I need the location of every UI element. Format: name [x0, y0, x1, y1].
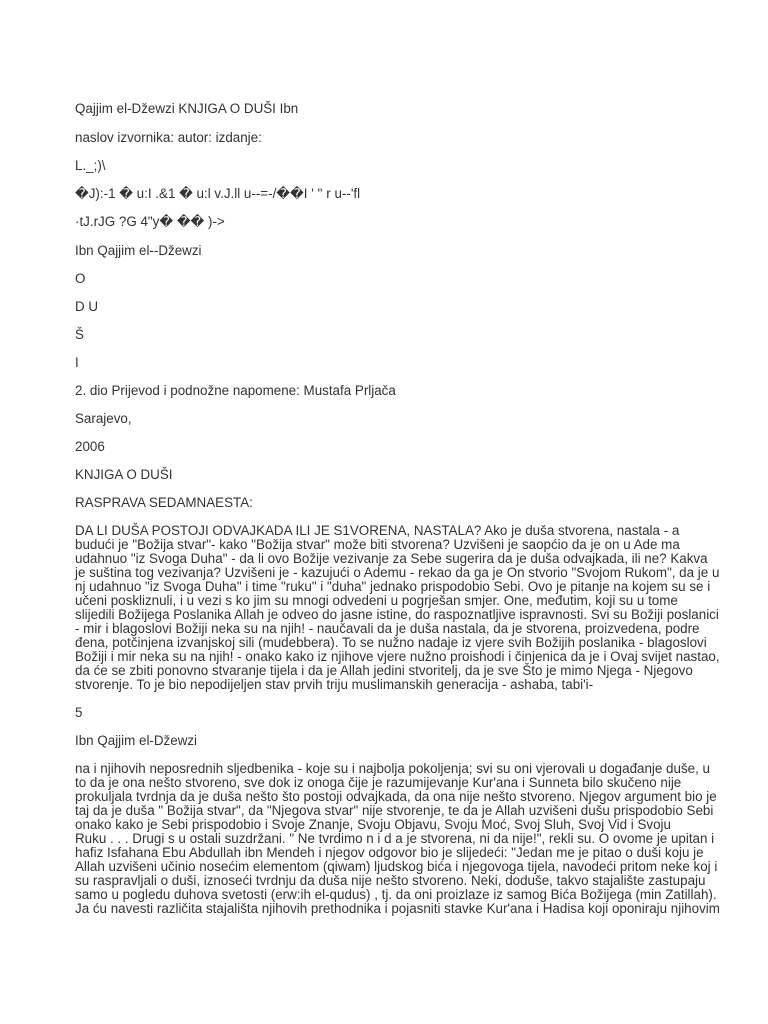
- naslov-line: naslov izvornika: autor: izdanje:: [75, 130, 262, 145]
- paragraph-line: slijedili Božijega Poslanika Allah je odveo do jasne istine, do raspoznatljive ispravnosti. Svi su Božiji poslanici: [75, 607, 719, 622]
- title-line: Qajjim el-Džewzi KNJIGA O DUŠI Ibn: [75, 101, 299, 116]
- vertical-letter: D U: [75, 299, 99, 314]
- paragraph-line: da će se zbiti ponovno stvaranje tijela i da je Allah jedini stvoritelj, da je sve Što je mimo Njega - Njegovo: [75, 663, 693, 678]
- year-line: 2006: [75, 439, 105, 454]
- paragraph-line: Allah uzvišeni učinio nosećim elementom (qiwam) ljudskog bića i njegovoga tijela, navodeći pritom neke koj i: [75, 859, 718, 874]
- paragraph-line: Božiji i mir neka su na njih! - onako kako iz njihove vjere nužno proishodi i činjenica da je i Ovaj svijet nastao,: [75, 649, 720, 664]
- paragraph-line: - mir i blagoslovi Božiji neka su na njih! - naučavali da je duša nastala, da je stvorena, proizvedena, podre: [75, 621, 700, 636]
- paragraph-line: je suština tog vezivanja? Uzvišeni je - kazujući o Ademu - rekao da ga je On stvorio "Svojom Rukom", da je u: [75, 565, 720, 580]
- translation-line: 2. dio Prijevod i podnožne napomene: Mustafa Prljača: [75, 383, 396, 398]
- book-title: KNJIGA O DUŠI: [75, 467, 173, 482]
- vertical-letter: Š: [75, 327, 84, 342]
- paragraph-line: prokuljala tvrdnja da je duša nešto što postoji odvajkada, da ona nije nešto stvoreno. Njegov argument bio je: [75, 789, 717, 804]
- paragraph-line: na i njihovih neposrednih sljedbenika - koje su i najbolja pokoljenja; svi su oni vjerovali u događanje duše, u: [75, 761, 710, 776]
- paragraph-line: Ja ću navesti različita stajališta njihovih prethodnika i pojasniti stavke Kur'ana i Hadisa koji oponiraju njihovim: [75, 901, 720, 916]
- garbled-line-1: L._;)\: [75, 158, 106, 173]
- paragraph-line: nj udahnuo "iz Svoga Duha" i time "ruku" i "duha" jednako prispodobio Sebi. Ovo je pitanje na kojem su se i: [75, 579, 711, 594]
- paragraph-line: udahnuo "iz Svoga Duha" - da li ovo Božije vezivanje za Sebe sugerira da je duša odvajkada, ili ne? Kakva: [75, 551, 708, 566]
- garbled-line-3: ·tJ.rJG ?G 4"y� �� )->: [75, 214, 225, 229]
- page-number: 5: [75, 705, 83, 720]
- paragraph-line: samo u pogledu duhova svetosti (erw:ih el-qudus) , tj. da oni proizlaze iz samog Bića Božijega (min Zatillah).: [75, 887, 717, 902]
- paragraph-line: su raspravljali o duši, iznoseći tvrdnju da duša nije nešto stvoreno. Neki, doduše, takvo stajalište zastupaju: [75, 873, 706, 888]
- paragraph-line: Ruku . . . Drugi s u ostali suzdržani. " Ne tvrdimo n i d a je stvorena, ni da nije!", rekli su. O ovome je upitan i: [75, 831, 715, 846]
- running-header: Ibn Qajjim el-Džewzi: [75, 733, 198, 748]
- paragraph-line: budući je "Božija stvar"- kako "Božija stvar" može biti stvorena? Uzvišeni je saopćio da je on u Ade ma: [75, 537, 680, 552]
- paragraph-line: učeni poskliznuli, i u vezi s ko jim su mnogi odvedeni u pogrješan smjer. One, međutim, koji su u tome: [75, 593, 678, 608]
- paragraph-line: taj da je duša " Božija stvar", da "Njegova stvar" nije stvorenje, te da je Allah uzvišeni dušu prispodobio Sebi: [75, 803, 714, 818]
- paragraph-line: to da je ona nešto stvoreno, sve dok iz onoga čije je razumijevanje Kur'ana i Sunneta bilo skučeno nije: [75, 775, 682, 790]
- vertical-letter: O: [75, 271, 86, 286]
- paragraph-line: DA LI DUŠA POSTOJI ODVAJKADA ILI JE S1VORENA, NASTALA? Ako je duša stvorena, nastala - a: [75, 523, 680, 538]
- author-line: Ibn Qajjim el--Džewzi: [75, 243, 202, 258]
- chapter-title: RASPRAVA SEDAMNAESTA:: [75, 495, 253, 510]
- paragraph-line: hafiz Isfahana Ebu Abdullah ibn Mendeh i njegov odgovor bio je slijedeći: "Jedan me je pitao o duši koju je: [75, 845, 704, 860]
- garbled-line-2: �J):-1 � u:I .&1 � u:l v.J.ll u--=-/��I ' '' r u--'fl: [75, 186, 361, 201]
- paragraph-1: [75, 523, 720, 692]
- paragraph-2: [75, 761, 720, 916]
- vertical-letter: I: [75, 355, 79, 370]
- paragraph-line: stvorenje. To je bio nepodijeljen stav prvih triju muslimanskih generacija - ashaba, tabi'i-: [75, 677, 594, 692]
- city-line: Sarajevo,: [75, 411, 132, 426]
- paragraph-line: đena, potčinjena izvanjskoj sili (mudebbera). To se nužno nadaje iz vjere svih Božijih poslanika - blagoslovi: [75, 635, 707, 650]
- paragraph-line: onako kako je Sebi prispodobio i Svoje Znanje, Svoju Objavu, Svoju Moć, Svoj Sluh, Svoj Vid i Svoju: [75, 817, 671, 832]
